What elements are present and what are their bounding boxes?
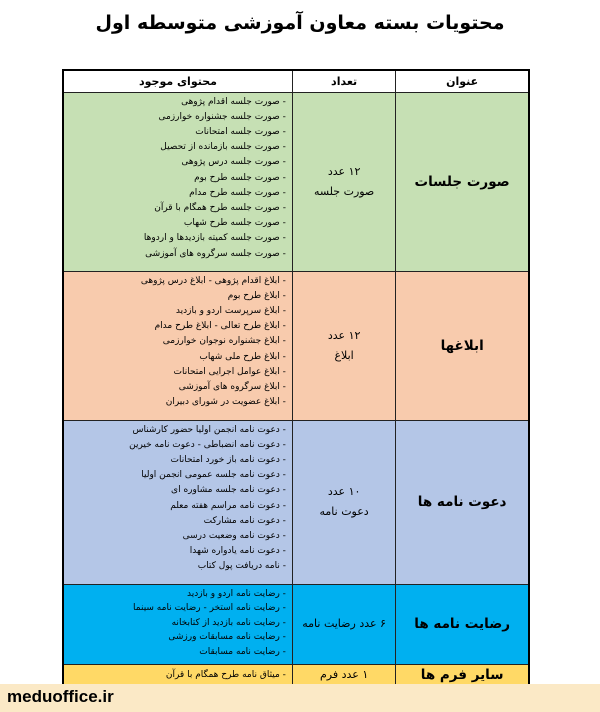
section-row-invitations	[63, 420, 529, 584]
list-item: - رضایت نامه مسابقات	[199, 646, 286, 657]
list-item: - صورت جلسه طرح همگام با قرآن	[154, 202, 286, 213]
list-item: - دعوت نامه وضعیت درسی	[182, 530, 286, 541]
list-item: - صورت جلسه امتحانات	[195, 126, 286, 137]
list-item: - ابلاغ طرح ملی شهاب	[199, 351, 286, 362]
section-row-other-forms	[63, 664, 529, 686]
contents-table	[62, 69, 530, 687]
header-items: محتوای موجود	[63, 70, 292, 92]
section-title: صورت جلسات	[396, 92, 529, 271]
section-title: ابلاغها	[396, 271, 529, 420]
footer-bar	[0, 684, 600, 712]
list-item: - صورت جلسه طرح مدام	[189, 187, 286, 198]
list-item: - ابلاغ عوامل اجرایی امتحانات	[173, 366, 286, 377]
header-row	[63, 70, 529, 92]
count-number: ۱۲ عدد	[327, 164, 361, 178]
list-item: - دعوت نامه جلسه مشاوره ای	[171, 485, 286, 496]
section-row-consent-forms	[63, 584, 529, 664]
section-count	[292, 420, 395, 584]
section-row-appointments	[63, 271, 529, 420]
section-row-minutes	[63, 92, 529, 271]
list-item: - ابلاغ طرح بوم	[227, 290, 286, 301]
list-item: - صورت جلسه طرح شهاب	[183, 218, 286, 229]
count-unit: صورت جلسه	[313, 184, 375, 198]
list-item: - میثاق نامه طرح همگام با قرآن	[165, 669, 286, 680]
list-item: - دعوت نامه مشارکت	[203, 515, 286, 526]
section-items	[63, 664, 292, 686]
list-item: - دعوت نامه جلسه عمومی انجمن اولیا	[141, 470, 286, 481]
list-item: - صورت جلسه جشنواره خوارزمی	[158, 111, 286, 122]
count-number: ۱۲ عدد	[327, 328, 361, 342]
list-item: - رضایت نامه مسابقات ورزشی	[168, 632, 286, 643]
section-title: رضایت نامه ها	[396, 584, 529, 664]
list-item: - صورت جلسه طرح بوم	[194, 172, 286, 183]
list-item: - صورت جلسه کمیته بازدیدها و اردوها	[143, 233, 286, 244]
count-number: ۶ عدد رضایت نامه	[302, 617, 386, 630]
header-title: عنوان	[396, 70, 529, 92]
count-number: ۱۰ عدد	[327, 485, 361, 498]
list-item: - صورت جلسه بازمانده از تحصیل	[160, 142, 286, 153]
section-items	[63, 271, 292, 420]
section-items	[63, 584, 292, 664]
page-title: محتویات بسته معاون آموزشی متوسطه اول	[95, 12, 505, 34]
section-items	[63, 92, 292, 271]
list-item: - صورت جلسه اقدام پژوهی	[181, 96, 286, 107]
list-item: - ابلاغ سرپرست اردو و بازدید	[175, 305, 286, 316]
list-item: - دعوت نامه مراسم هفته معلم	[170, 500, 286, 511]
section-count	[292, 584, 395, 664]
section-title: سایر فرم ها	[396, 664, 529, 686]
list-item: - دعوت نامه انضباطی - دعوت نامه خیرین	[129, 439, 286, 450]
section-count	[292, 92, 395, 271]
count-number: ۱ عدد فرم	[319, 667, 369, 681]
list-item: - صورت جلسه سرگروه های آموزشی	[145, 248, 286, 259]
header-count: تعداد	[292, 70, 395, 92]
count-unit: دعوت نامه	[319, 505, 369, 518]
list-item: - ابلاغ عضویت در شورای دبیران	[165, 397, 286, 408]
list-item: - رضایت نامه بازدید از کتابخانه	[171, 617, 286, 628]
list-item: - صورت جلسه درس پژوهی	[181, 157, 286, 168]
section-title: دعوت نامه ها	[396, 420, 529, 584]
list-item: - ابلاغ اقدام پژوهی - ابلاغ درس پژوهی	[140, 275, 286, 286]
list-item: - دعوت نامه انجمن اولیا حضور کارشناس	[132, 424, 286, 435]
list-item: - نامه دریافت پول کتاب	[197, 561, 286, 572]
list-item: - ابلاغ طرح تعالی - ابلاغ طرح مدام	[154, 321, 286, 332]
list-item: - ابلاغ سرگروه های آموزشی	[178, 381, 286, 392]
list-item: - ابلاغ جشنواره نوجوان خوارزمی	[162, 336, 286, 347]
list-item: - دعوت نامه یادواره شهدا	[189, 546, 286, 557]
section-count	[292, 271, 395, 420]
count-unit: ابلاغ	[334, 348, 354, 362]
list-item: - دعوت نامه باز خورد امتحانات	[170, 454, 286, 465]
footer-website[interactable]: meduoffice.ir	[7, 687, 114, 706]
list-item: - رضایت نامه اردو و بازدید	[187, 588, 286, 599]
list-item: - رضایت نامه استخر - رضایت نامه سینما	[133, 603, 286, 614]
section-count	[292, 664, 395, 686]
section-items	[63, 420, 292, 584]
